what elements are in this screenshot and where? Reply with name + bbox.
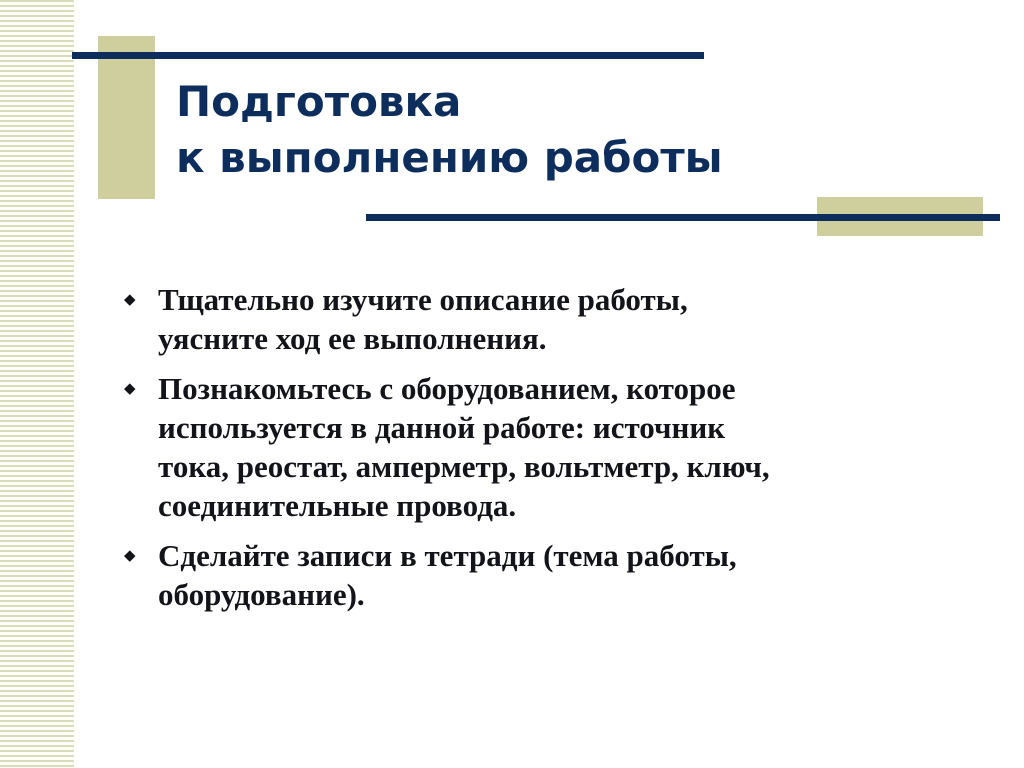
title-line: Подготовка [176,77,462,126]
bullet-line: Познакомьтесь с оборудованием, которое [158,371,736,406]
bullet-line: уясните ход ее выполнения. [158,321,547,356]
diamond-icon: ◆ [124,379,136,397]
diamond-icon: ◆ [124,290,136,308]
striped-side-band [0,0,74,768]
title-rule-bottom [366,214,1000,221]
bullet-item [124,536,964,614]
diamond-icon: ◆ [124,546,136,564]
title-line: к выполнению работы [176,133,723,182]
bullet-line: используется в данной работе: источник [158,410,726,445]
bullet-line: Тщательно изучите описание работы, [158,282,688,317]
bullet-item [124,369,964,525]
bullet-list [124,280,964,625]
bullet-item [124,280,964,358]
accent-block-top [98,36,155,199]
bullet-line: соединительные провода. [158,488,517,523]
bullet-line: Сделайте записи в тетради (тема работы, [158,538,737,573]
title-rule-top [72,52,704,59]
bullet-line: тока, реостат, амперметр, вольтметр, ключ, [158,449,770,484]
slide-title [176,74,876,186]
bullet-line: оборудование). [158,577,365,612]
